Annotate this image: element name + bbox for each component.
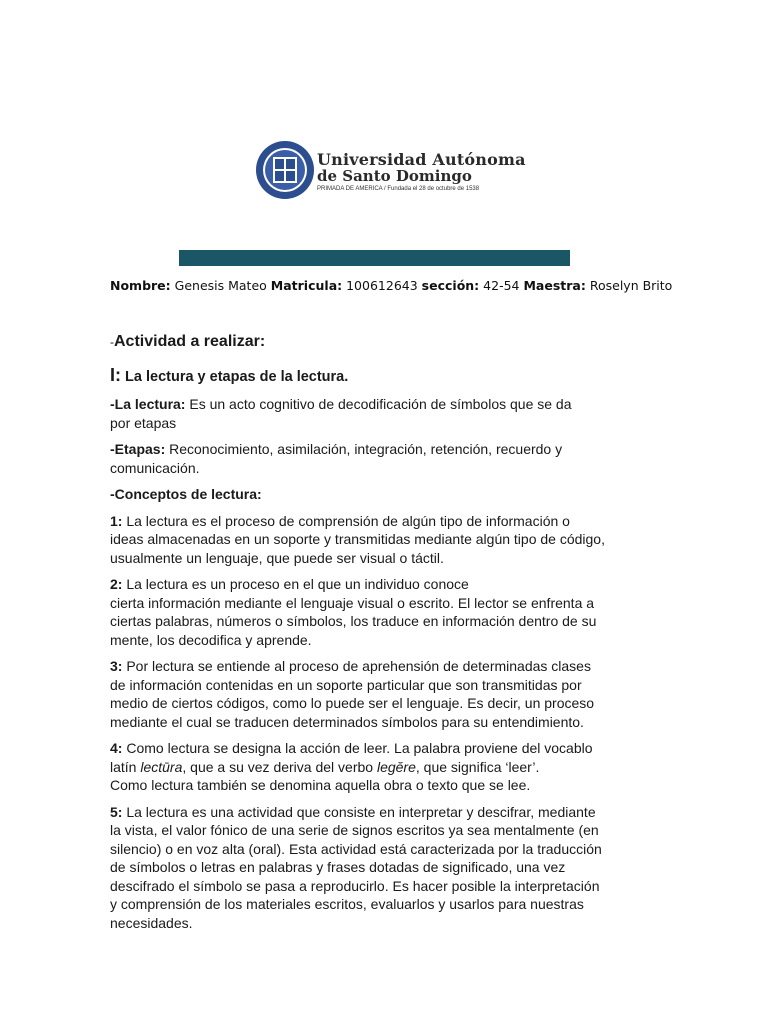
- concept-3: [110, 657, 670, 731]
- concept-2-line-4: mente, los decodifica y aprende.: [110, 631, 312, 648]
- concept-4-line-2a: latín: [110, 758, 141, 775]
- student-info-line: [110, 278, 672, 293]
- concept-3-number: 3:: [110, 658, 123, 674]
- concept-4: [110, 739, 670, 795]
- concept-5-line-6: y comprensión de los materiales escritos, evaluarlos y usarlos para nuestras: [110, 896, 584, 912]
- logo-university-place: de Santo Domingo: [317, 167, 472, 185]
- conceptos-heading: -Conceptos de lectura:: [110, 486, 262, 502]
- concept-5-line-7: necesidades.: [110, 914, 193, 931]
- maestra-value: Roselyn Brito: [589, 278, 673, 293]
- concept-4-line-3: Como lectura también se denomina aquella obra o texto que se lee.: [110, 777, 531, 793]
- header-bar: [179, 250, 570, 266]
- section-number: I:: [110, 364, 121, 385]
- lectura-line-1: Es un acto cognitivo de decodificación de símbolos que se da: [185, 396, 572, 412]
- etapas-line-2: comunicación.: [110, 459, 200, 476]
- concept-5-line-2: la vista, el valor fónico de una serie de signos escritos ya sea mentalmente (en: [110, 822, 599, 838]
- etapas-label: -Etapas:: [110, 441, 166, 457]
- maestra-label: Maestra:: [523, 278, 586, 293]
- seccion-value: 42-54: [483, 278, 520, 293]
- lectura-definition: [110, 395, 670, 432]
- concept-5-line-4: de símbolos o letras en palabras y frases dotadas de significado, una vez: [110, 859, 566, 875]
- concept-5-line-5: descifrado el símbolo se pasa a reproducirlo. Es hacer posible la interpretación: [110, 877, 600, 894]
- seccion-label: sección:: [421, 278, 480, 293]
- concept-1-line-1: La lectura es el proceso de comprensión de algún tipo de información o: [122, 512, 570, 529]
- lectura-line-2: por etapas: [110, 414, 177, 431]
- document-body: [110, 333, 670, 940]
- section-title: La lectura y etapas de la lectura.: [125, 368, 349, 385]
- logo-subtitle: PRIMADA DE AMERICA / Fundada el 28 de octubre de 1538: [317, 186, 480, 192]
- concept-4-line-1: Como lectura se designa la acción de leer. La palabra proviene del vocablo: [122, 740, 593, 756]
- concept-1-number: 1:: [110, 512, 123, 529]
- etapas-definition: [110, 440, 670, 477]
- concept-4-line-2e: , que significa ‘leer’.: [415, 758, 540, 775]
- concept-5-line-3: silencio) o en voz alta (oral). Esta actividad está caracterizada por la traducción: [110, 840, 602, 857]
- etapas-line-1: Reconocimiento, asimilación, integración, retención, recuerdo y: [165, 441, 563, 457]
- concept-5-line-1: La lectura es una actividad que consiste en interpretar y descifrar, mediante: [122, 803, 596, 820]
- concept-2-line-3: ciertas palabras, números o símbolos, los traduce en información dentro de su: [110, 613, 597, 629]
- nombre-value: Genesis Mateo: [174, 278, 267, 293]
- concept-1-line-3: usualmente un lenguaje, que puede ser visual o táctil.: [110, 549, 444, 566]
- concept-2-number: 2:: [110, 576, 123, 592]
- activity-heading-dash: -: [110, 335, 114, 349]
- concept-4-latin-word: lectūra: [140, 758, 183, 775]
- concept-5-number: 5:: [110, 803, 123, 820]
- concept-2: [110, 575, 670, 649]
- logo-university-name: Universidad Autónoma: [317, 150, 526, 169]
- matricula-value: 100612643: [346, 278, 418, 293]
- concept-4-line-2c: , que a su vez deriva del verbo: [182, 758, 377, 775]
- nombre-label: Nombre:: [110, 278, 171, 293]
- concept-4-number: 4:: [110, 740, 123, 756]
- concept-4-latin-verb: legĕre: [376, 758, 416, 775]
- lectura-label: -La lectura:: [110, 396, 186, 412]
- section-heading: [110, 366, 670, 387]
- matricula-label: Matricula:: [270, 278, 343, 293]
- activity-heading: [110, 333, 670, 352]
- concept-2-line-1: La lectura es un proceso en el que un individuo conoce: [122, 576, 469, 592]
- concept-3-line-1: Por lectura se entiende al proceso de aprehensión de determinadas clases: [122, 658, 591, 674]
- university-seal-icon: [255, 140, 315, 200]
- concept-2-line-2: cierta información mediante el lenguaje visual o escrito. El lector se enfrenta a: [110, 594, 595, 611]
- concept-1-line-2: ideas almacenadas en un soporte y transmitidas mediante algún tipo de código,: [110, 531, 605, 547]
- university-logo: [255, 140, 526, 200]
- concept-3-line-3: medio de ciertos códigos, como lo puede ser el lenguaje. Es decir, un proceso: [110, 695, 595, 711]
- concept-5: [110, 803, 670, 933]
- concept-1: [110, 512, 670, 568]
- activity-heading-text: Actividad a realizar:: [114, 333, 266, 350]
- concept-3-line-2: de información contenidas en un soporte particular que son transmitidas por: [110, 676, 582, 693]
- concept-4-line-2: [110, 758, 670, 777]
- concept-3-line-4: mediante el cual se traducen determinados símbolos para su entendimiento.: [110, 713, 584, 730]
